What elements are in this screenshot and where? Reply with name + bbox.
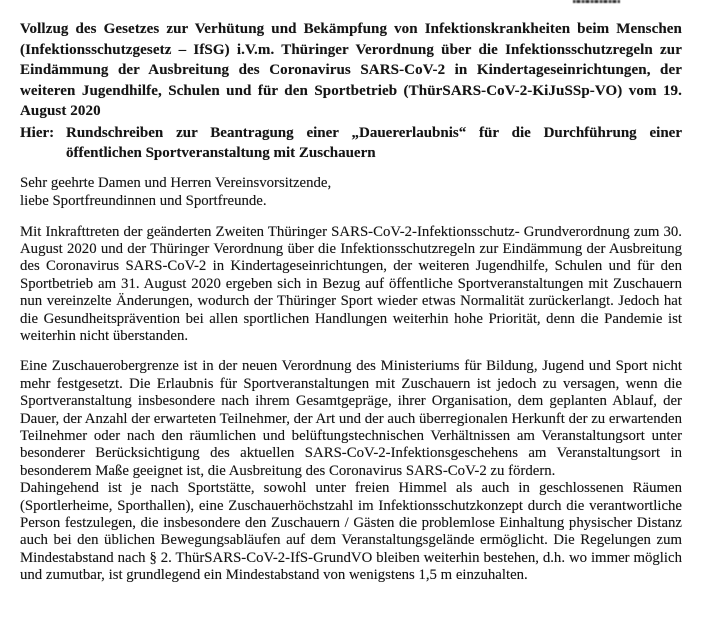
body-paragraph-2: Eine Zuschauerobergrenze ist in der neuen Verordnung des Ministeriums für Bildung, Jugend und Sport nicht mehr festgesetzt. Die Erlaubnis für Sportveranstaltungen mit Zuschauern ist jedoch zu versagen, wenn die Sportveranstaltung insbesondere nach ihrem Gesamtgepräge, ihrer Organisation, dem geplanten Ablauf, der Dauer, der Anzahl der erwarteten Teilnehmer, der Art und der auch überregionalen Herkunft der zu erwartenden Teilnehmer oder nach den räumlichen und belüftungstechnischen Verhältnissen am Veranstaltungsort unter besonderer Berücksichtigung des aktuellen SARS-CoV-2-Infektionsgeschehens am Veranstaltungsort in besonderem Maße geeignet ist, die Ausbreitung des Coronavirus SARS-CoV-2 zu fördern. xyxy=(20,358,682,479)
subject-label: Hier: xyxy=(20,124,55,141)
salutation-line-2: liebe Sportfreundinnen und Sportfreunde. xyxy=(20,192,267,209)
body-paragraph-3: Dahingehend ist je nach Sportstätte, sowohl unter freien Himmel als auch in geschlossenen Räumen (Sportlerheime, Sporthallen), eine Zuschauerhöchstzahl im Infektionsschutzkonzept durch die verantwortliche Person festzulegen, die insbesondere den Zuschauern / Gästen die problemlose Einhaltung physischer Distanz auch bei den üblichen Bewegungsabläufen auf dem Veranstaltungsgelände ermöglicht. Die Regelungen zum Mindestabstand nach § 2. ThürSARS-CoV-2-IfS-GrundVO bleiben weiterhin bestehen, d.h. wo immer möglich und zumutbar, ist grundlegend ein Mindestabstand von wenigstens 1,5 m einzuhalten. xyxy=(20,480,682,584)
salutation-line-1: Sehr geehrte Damen und Herren Vereinsvorsitzende, xyxy=(20,174,332,191)
salutation xyxy=(20,174,682,210)
cut-off-text-fragment xyxy=(573,0,620,3)
body-paragraph-1: Mit Inkrafttreten der geänderten Zweiten Thüringer SARS-CoV-2-Infektionsschutz- Grundverordnung zum 30. August 2020 und der Thüringer Verordnung über die Infektionsschutzregeln zur Eindämmung der Ausbreitung des Coronavirus SARS-CoV-2 in Kindertageseinrichtungen, der weiteren Jugendhilfe, Schulen und für den Sportbetrieb am 31. August 2020 ergeben sich in Bezug auf öffentliche Sportveranstaltungen mit Zuschauern nun vereinzelte Änderungen, wodurch der Thüringer Sport wieder etwas Normalität zurückerlangt. Jedoch hat die Gesundheitsprävention bei allen sportlichen Handlungen weiterhin hohe Priorität, denn die Pandemie ist weiterhin nicht überstanden. xyxy=(20,223,682,344)
document-title: Vollzug des Gesetzes zur Verhütung und Bekämpfung von Infektionskrankheiten beim Menschen (Infektionsschutzgesetz – IfSG) i.V.m. Thüringer Verordnung über die Infektionsschutzregeln zur Eindämmung der Ausbreitung des Coronavirus SARS-CoV-2 in Kindertageseinrichtungen, der weiteren Jugendhilfe, Schulen und für den Sportbetrieb (ThürSARS-CoV-2-KiJuSSp-VO) vom 19. August 2020 xyxy=(20,21,682,119)
subject-text: Rundschreiben zur Beantragung einer „Dauererlaubnis“ für die Durchführung einer öffentlichen Sportveranstaltung mit Zuschauern xyxy=(66,124,682,161)
subject-block xyxy=(20,123,682,164)
